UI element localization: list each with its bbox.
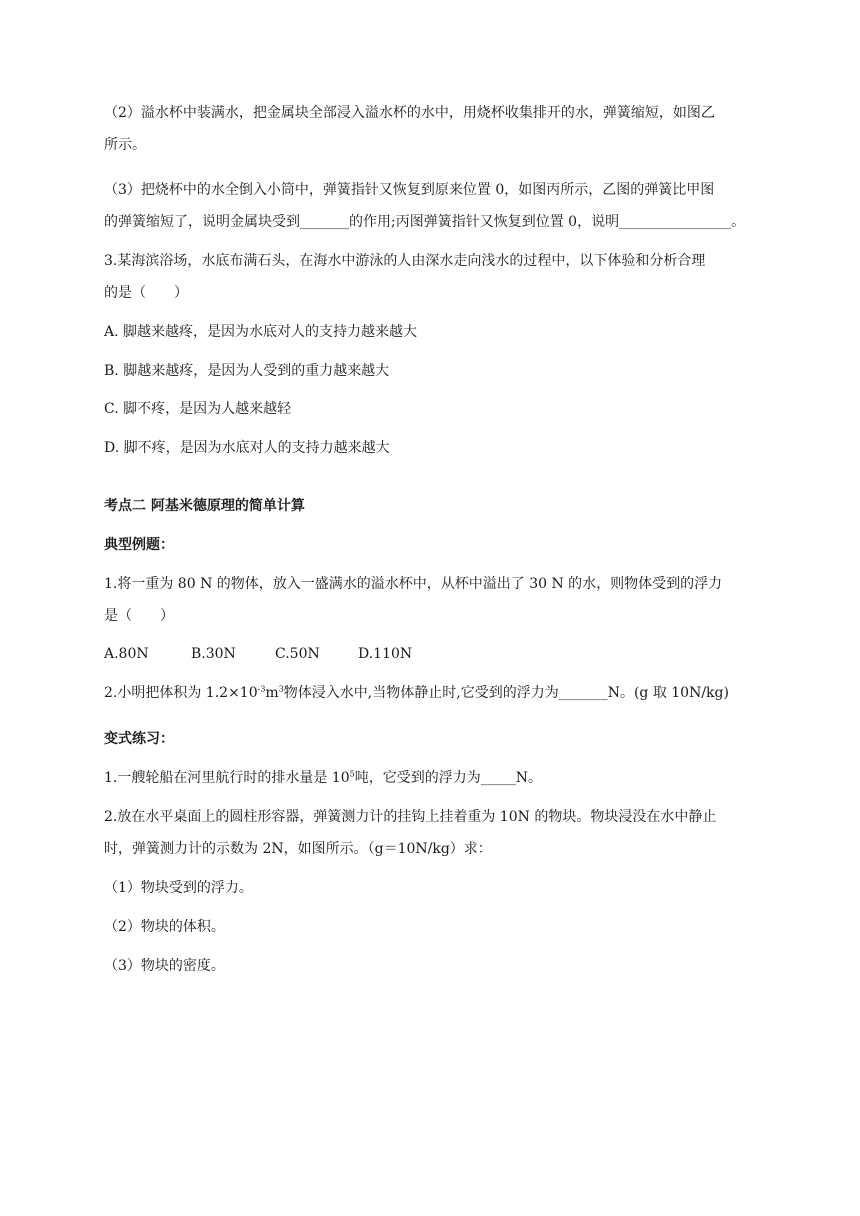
example1-option-b: B.30N — [191, 646, 236, 662]
example1-stem-line1: 1.将一重为 80 N 的物体，放入一盛满水的溢水杯中，从杯中溢出了 30 N 的水，则物体受到的浮力 — [104, 576, 723, 592]
practice1-prefix: 1.一艘轮船在河里航行时的排水量是 10 — [104, 770, 350, 786]
question3-option-b: B. 脚越来越疼，是因为人受到的重力越来越大 — [104, 363, 390, 379]
example1-option-d: D.110N — [358, 646, 413, 662]
example2-stem — [104, 683, 729, 703]
question3-option-c: C. 脚不疼，是因为人越来越轻 — [104, 401, 292, 417]
practice2-stem-line1: 2.放在水平桌面上的圆柱形容器，弹簧测力计的挂钩上挂着重为 10N 的物块。物块浸没在水中静止 — [104, 809, 717, 825]
question3-stem-line2: 的是（ ） — [104, 285, 188, 301]
example2-unit: m — [265, 685, 279, 701]
question3-option-a: A. 脚越来越疼，是因为水底对人的支持力越来越大 — [104, 324, 418, 340]
question3-stem-line1: 3.某海滨浴场，水底布满石头，在海水中游泳的人由深水走向浅水的过程中，以下体验和分析合理 — [104, 253, 706, 269]
example2-exponent: -3 — [257, 684, 266, 694]
practice2-stem-line2: 时，弹簧测力计的示数为 2N，如图所示。（g＝10N/kg）求： — [104, 841, 492, 857]
example2-unit-exponent: 3 — [278, 684, 284, 694]
practice1-exponent: 5 — [349, 769, 355, 779]
q2-text-line1: （2）溢水杯中装满水，把金属块全部浸入溢水杯的水中，用烧杯收集排开的水，弹簧缩短，如图乙 — [104, 105, 715, 121]
example2-prefix: 2.小明把体积为 1.2×10 — [104, 685, 258, 701]
q3-text-line2: 的弹簧缩短了，说明金属块受到_______的作用;丙图弹簧指针又恢复到位置 0，说明________________。 — [104, 214, 746, 230]
example2-suffix: 物体浸入水中,当物体静止时,它受到的浮力为_______N。(g 取 10N/kg) — [283, 685, 729, 701]
example1-options — [104, 644, 412, 664]
example-heading: 典型例题： — [104, 537, 174, 553]
example1-option-c: C.50N — [275, 646, 320, 662]
practice-heading: 变式练习： — [104, 731, 174, 747]
question3-option-d: D. 脚不疼，是因为水底对人的支持力越来越大 — [104, 440, 390, 456]
practice1-stem — [104, 768, 542, 788]
q3-text-line1: （3）把烧杯中的水全倒入小筒中，弹簧指针又恢复到原来位置 0，如图丙所示，乙图的弹簧比甲图 — [104, 182, 715, 198]
q2-text-line2: 所示。 — [104, 137, 146, 153]
practice2-subquestion-1: （1）物块受到的浮力。 — [104, 880, 253, 896]
practice1-suffix: 吨，它受到的浮力为_____N。 — [354, 770, 542, 786]
practice2-subquestion-3: （3）物块的密度。 — [104, 958, 225, 974]
example1-option-a: A.80N — [104, 646, 149, 662]
example1-stem-line2: 是（ ） — [104, 608, 174, 624]
kaodian2-heading: 考点二 阿基米德原理的简单计算 — [104, 498, 305, 514]
practice2-subquestion-2: （2）物块的体积。 — [104, 919, 225, 935]
